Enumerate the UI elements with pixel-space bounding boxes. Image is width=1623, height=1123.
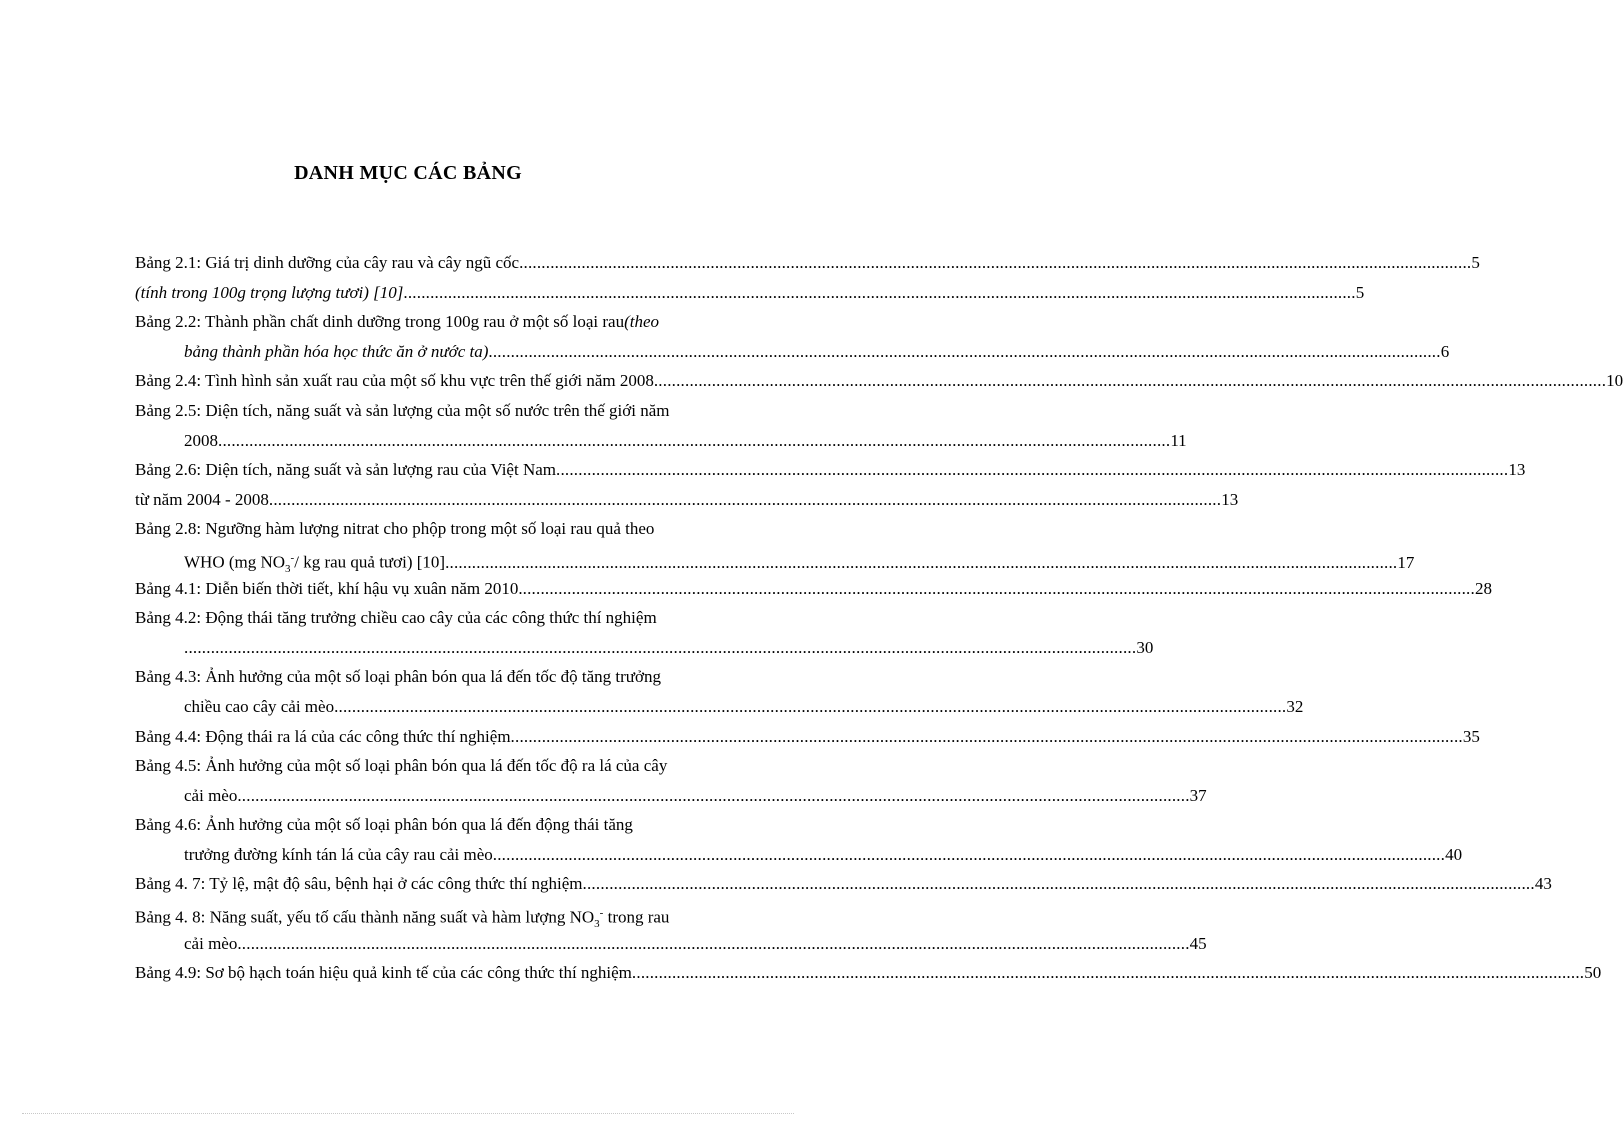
toc-entry-2-6-cont[interactable]: từ năm 2004 - 2008 ..... 13: [135, 485, 739, 515]
toc-entry-4-3-cont[interactable]: chiều cao cây cải mèo ..... 32: [135, 692, 739, 722]
toc-entry-2-6[interactable]: Bảng 2.6: Diện tích, năng suất và sản lượng rau của Việt Nam ..... 13: [135, 455, 739, 485]
toc-entry-4-5-cont[interactable]: cải mèo ..... 37: [135, 781, 739, 811]
toc-entry-2-1-cont[interactable]: (tính trong 100g trọng lượng tươi) [10] ..... 5: [135, 278, 739, 308]
toc-entry-2-4[interactable]: Bảng 2.4: Tình hình sản xuất rau của một số khu vực trên thế giới năm 2008 ..... 10: [135, 366, 739, 396]
toc-entry-2-5[interactable]: Bảng 2.5: Diện tích, năng suất và sản lượng của một số nước trên thế giới năm: [135, 400, 670, 420]
toc-entry-2-8[interactable]: Bảng 2.8: Ngưỡng hàm lượng nitrat cho phộp trong một số loại rau quả theo: [135, 519, 655, 539]
leader-dots: [493, 840, 1445, 870]
leader-dots: [237, 781, 1189, 811]
page-title: DANH MỤC CÁC BẢNG: [294, 162, 522, 184]
page-number: 28: [1474, 578, 1492, 598]
page-number: 45: [1189, 933, 1207, 953]
leader-dots: [654, 366, 1606, 396]
leader-dots: [523, 574, 1475, 604]
leader-dots: [519, 248, 1471, 278]
page-number: 17: [1397, 552, 1415, 572]
toc-entry-4-2-cont[interactable]: [135, 633, 1154, 663]
leader-dots: [334, 692, 1286, 722]
leader-dots: [556, 455, 1508, 485]
page-number: 13: [1508, 460, 1526, 480]
page-number: 40: [1445, 844, 1463, 864]
toc-entry-2-8-cont[interactable]: WHO (mg $NO_3^-/$ kg rau quả tươi) [10] ..... 17: [135, 544, 739, 574]
toc-entry-4-8-cont[interactable]: cải mèo ..... 45: [135, 929, 739, 959]
leader-dots: [511, 722, 1463, 752]
toc-entry-4-6-cont[interactable]: trưởng đường kính tán lá của cây rau cải mèo ..... 40: [135, 840, 739, 870]
page-number: 32: [1286, 696, 1304, 716]
toc-entry-4-7[interactable]: Bảng 4. 7: Tỷ lệ, mật độ sâu, bệnh hại ở các công thức thí nghiệm ..... 43: [135, 869, 739, 899]
page-number: 35: [1462, 726, 1480, 746]
toc-entry-4-4[interactable]: Bảng 4.4: Động thái ra lá của các công thức thí nghiệm ..... 35: [135, 722, 739, 752]
page-number: 30: [1136, 637, 1154, 657]
page-number: 37: [1189, 785, 1207, 805]
leader-dots: [184, 633, 1136, 663]
table-of-contents: [135, 248, 1623, 988]
toc-entry-4-1[interactable]: Bảng 4.1: Diễn biến thời tiết, khí hậu vụ xuân năm 2010. ..... 28: [135, 574, 739, 604]
toc-entry-4-3[interactable]: Bảng 4.3: Ảnh hưởng của một số loại phân bón qua lá đến tốc độ tăng trưởng: [135, 667, 662, 687]
page-number: 13: [1221, 489, 1239, 509]
page-bottom-border: [22, 1113, 794, 1114]
leader-dots: [403, 278, 1355, 308]
leader-dots: [632, 958, 1584, 988]
page-number: 50: [1584, 963, 1602, 983]
page-number: 5: [1471, 253, 1480, 272]
leader-dots: [218, 426, 1170, 456]
toc-entry-2-2-cont[interactable]: bảng thành phần hóa học thức ăn ở nước ta) ..... 6: [135, 337, 739, 367]
toc-entry-4-5[interactable]: Bảng 4.5: Ảnh hưởng của một số loại phân bón qua lá đến tốc độ ra lá của cây: [135, 756, 668, 776]
page-number: 5: [1355, 282, 1365, 302]
leader-dots: [583, 869, 1535, 899]
toc-entry-2-1[interactable]: Bảng 2.1: Giá trị dinh dưỡng của cây rau và cây ngũ cốc ..... 5: [135, 248, 739, 278]
page-number: 10: [1606, 371, 1623, 391]
page-number: 43: [1534, 874, 1552, 894]
page-number: 11: [1170, 430, 1187, 450]
leader-dots: [269, 485, 1221, 515]
leader-dots: [488, 337, 1440, 367]
toc-entry-2-5-cont[interactable]: 2008 ..... 11: [135, 426, 739, 456]
leader-dots: [237, 929, 1189, 959]
toc-entry-2-2[interactable]: Bảng 2.2: Thành phần chất dinh dưỡng trong 100g rau ở một số loại rau (theo: [135, 312, 660, 332]
toc-entry-4-8[interactable]: Bảng 4. 8: Năng suất, yếu tố cấu thành năng suất và hàm lượng $NO_3^-$ trong rau: [135, 907, 670, 931]
toc-entry-4-6[interactable]: Bảng 4.6: Ảnh hưởng của một số loại phân bón qua lá đến động thái tăng: [135, 815, 633, 835]
toc-entry-4-2[interactable]: Bảng 4.2: Động thái tăng trưởng chiều cao cây của các công thức thí nghiệm: [135, 608, 657, 628]
page-number: 6: [1440, 341, 1450, 361]
toc-entry-4-9[interactable]: Bảng 4.9: Sơ bộ hạch toán hiệu quả kinh tế của các công thức thí nghiệm ..... 50: [135, 958, 739, 988]
